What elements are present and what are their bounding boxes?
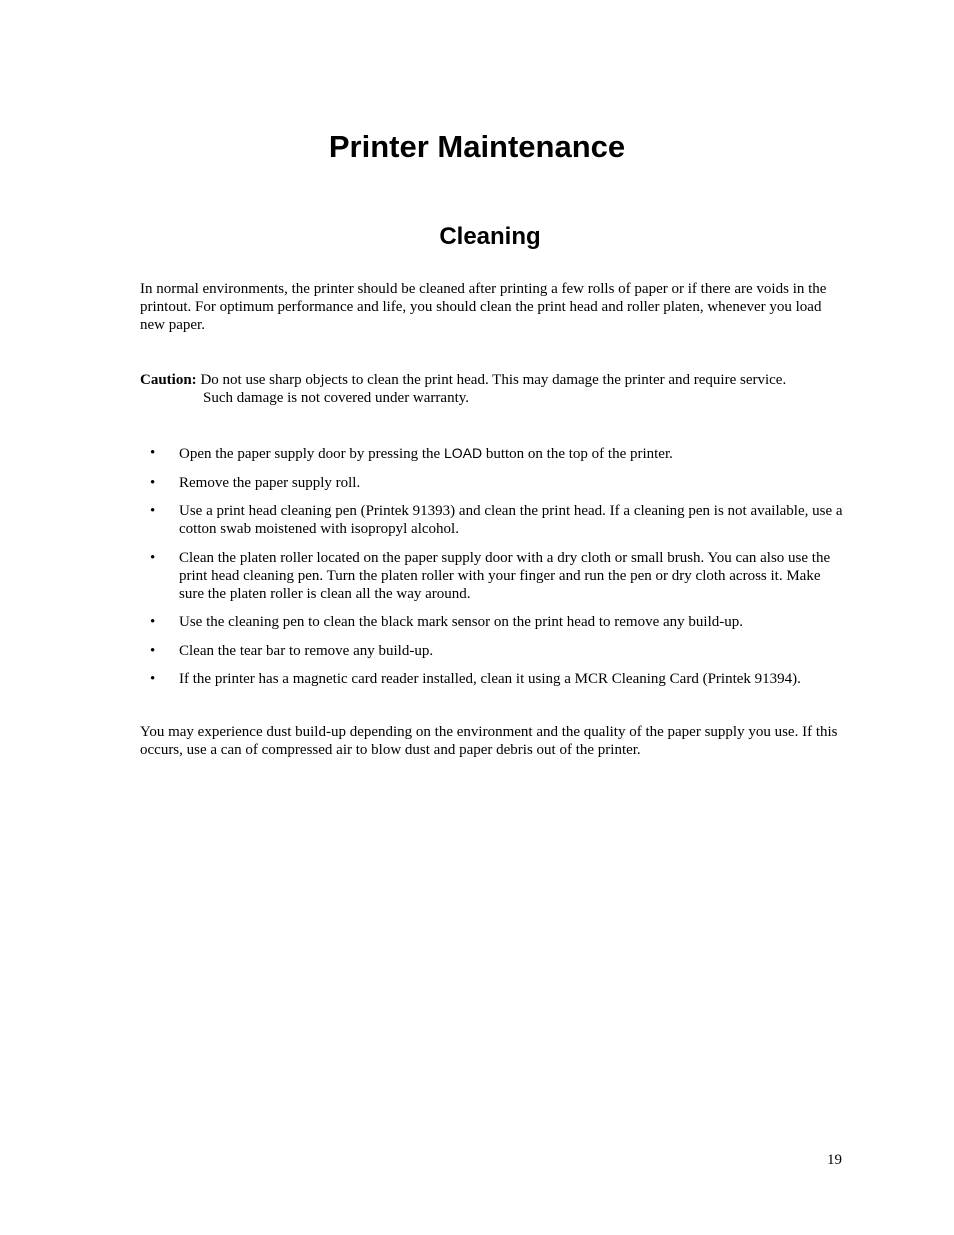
caution-text-line2: Such damage is not covered under warranty. [203,390,470,406]
list-item [140,613,845,631]
step-text: Remove the paper supply roll. [179,474,361,491]
step-text: button on the top of the printer. [482,446,673,462]
caution-label: Caution: [140,372,197,388]
intro-paragraph: In normal environments, the printer should be cleaned after printing a few rolls of paper or if there are voids in the printout. For optimum performance and life, you should clean the print head and roller platen, whenever you load new paper. [140,281,827,333]
list-item [140,549,845,603]
step-text: Use the cleaning pen to clean the black mark sensor on the print head to remove any build-up. [179,614,743,630]
step-text: If the printer has a magnetic card reader installed, clean it using a MCR Cleaning Card (Printek 91394). [179,671,801,687]
bullet-icon: • [150,642,156,659]
caution-text-line1: Do not use sharp objects to clean the print head. This may damage the printer and require service. [200,372,787,388]
bullet-icon: • [150,503,156,519]
list-item [140,474,845,492]
page-title: Printer Maintenance [328,129,626,164]
cleaning-steps-list [140,444,845,699]
section-heading: Cleaning [439,223,541,250]
bullet-icon: • [150,474,156,491]
step-text: Clean the platen roller located on the paper supply door with a dry cloth or small brush. You can also use the print head cleaning pen. Turn the platen roller with your finger and run the pen or dry cloth across it. Make sure the platen roller is clean all the way around. [179,549,831,602]
bullet-icon: • [150,671,156,687]
step-text: Open the paper supply door by pressing the [179,446,444,462]
step-text: Use a print head cleaning pen (Printek 91393) and clean the print head. If a cleaning pen is not available, use a cotton swab moistened with isopropyl alcohol. [179,503,843,537]
load-button-name: LOAD [443,445,483,461]
bullet-icon: • [150,549,156,566]
bullet-icon: • [150,614,156,630]
dust-note-paragraph: You may experience dust build-up depending on the environment and the quality of the paper supply you use. If this occurs, use a can of compressed air to blow dust and paper debris out of the printer. [140,724,838,758]
list-item [140,502,845,538]
page-number: 19 [827,1152,842,1168]
step-text: Clean the tear bar to remove any build-up. [179,642,434,659]
list-item [140,642,845,660]
bullet-icon: • [150,445,156,461]
list-item [140,670,845,688]
list-item [140,444,845,463]
caution-note [140,371,845,407]
